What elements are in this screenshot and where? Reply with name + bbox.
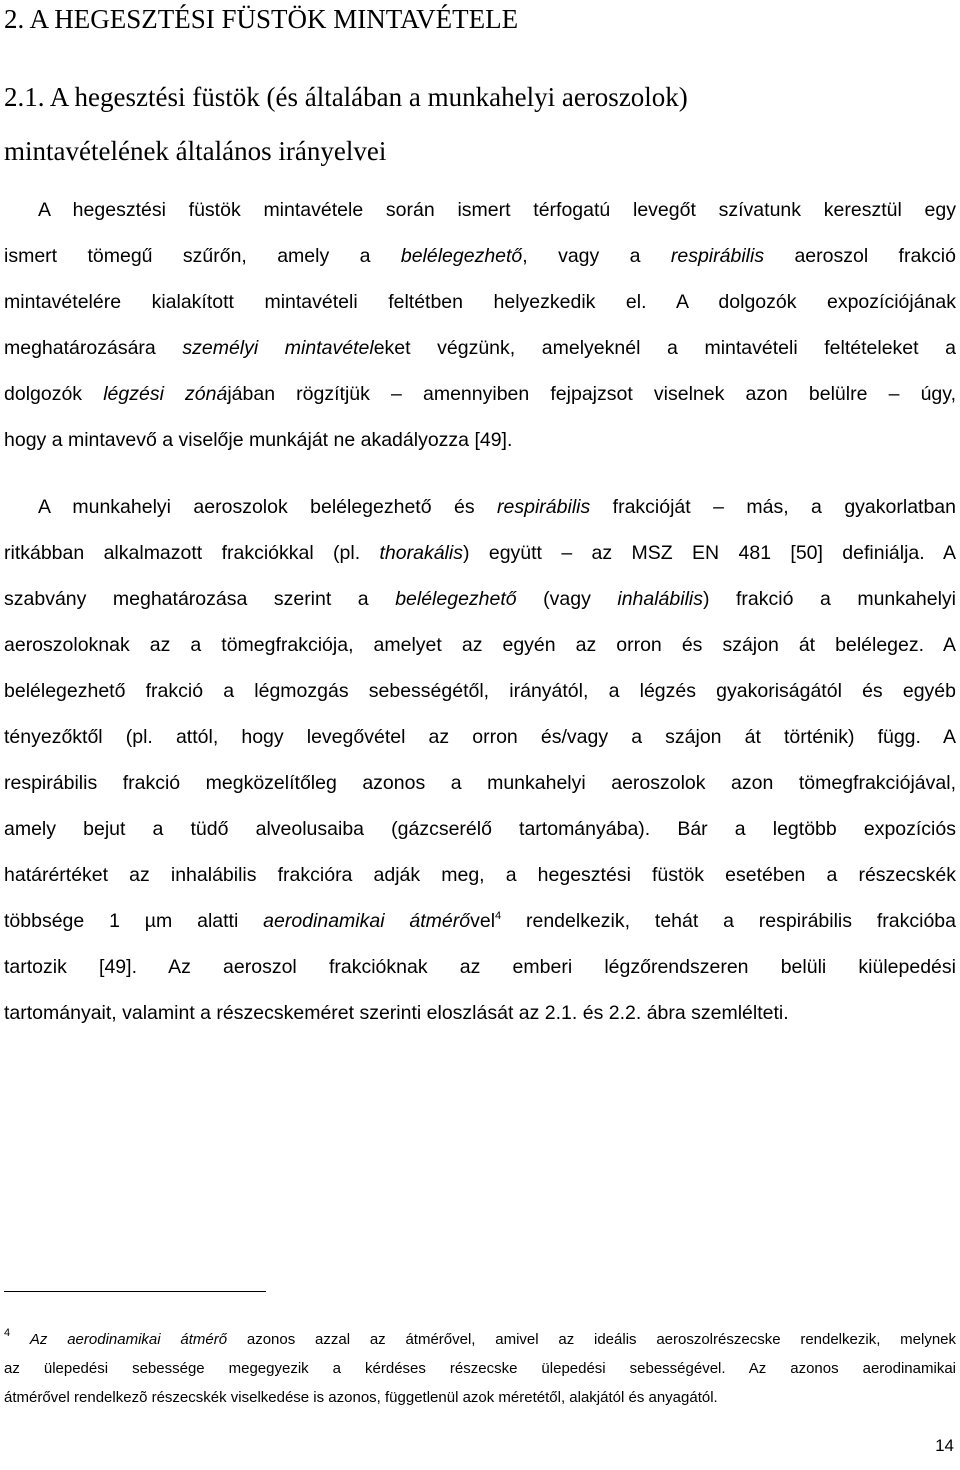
- text-run: hogy a mintavevő a viselője munkáját ne akadályozza [49].: [4, 429, 513, 451]
- footnote-line: [4, 1383, 956, 1412]
- paragraph-line: [4, 371, 956, 417]
- text-run: meghatározására: [4, 337, 183, 359]
- paragraph-line: [4, 325, 956, 371]
- paragraph-line: [4, 417, 956, 463]
- text-run: tartományait, valamint a részecskeméret szerinti eloszlását az 2.1. és 2.2. ábra szemlélteti.: [4, 1002, 789, 1024]
- text-run: dolgozók: [4, 383, 104, 405]
- text-run: A munkahelyi aeroszolok belélegezhető és: [38, 496, 498, 518]
- paragraph-line: [4, 852, 956, 898]
- text-run: frakcióját – más, a gyakorlatban: [590, 496, 956, 518]
- italic-term: személyi mintavétel: [182, 337, 374, 359]
- page-number: 14: [935, 1436, 954, 1455]
- footnote: [4, 1325, 956, 1412]
- paragraph-line: [4, 187, 956, 233]
- text-run: tartozik [49]. Az aeroszol frakcióknak az emberi légzőrendszeren belüli kiülepedési: [4, 956, 956, 978]
- text-run: [10, 1331, 30, 1348]
- section-heading: 2. A HEGESZTÉSI FÜSTÖK MINTAVÉTELE: [4, 4, 519, 34]
- italic-term: aerodinamikai átmérő: [263, 910, 471, 932]
- paragraph-line: [4, 576, 956, 622]
- text-run: respirábilis frakció megközelítőleg azonos a munkahelyi aeroszolok azon tömegfrakciójával,: [4, 772, 956, 794]
- subsection-heading-line1: 2.1. A hegesztési füstök (és általában a munkahelyi aeroszolok): [4, 82, 688, 112]
- text-run: jában rögzítjük – amennyiben fejpajzsot viselnek azon belülre – úgy,: [227, 383, 956, 405]
- paragraph-line: [4, 233, 956, 279]
- paragraph-aerosol-fractions: [4, 484, 956, 1036]
- text-run: eket végzünk, amelyeknél a mintavételi feltételeket a: [373, 337, 956, 359]
- text-run: , vagy a: [522, 245, 671, 267]
- text-run: mintavételére kialakított mintavételi feltétben helyezkedik el. A dolgozók expozíciójának: [4, 291, 956, 313]
- italic-term: légzési zóná: [103, 383, 228, 405]
- italic-term: thorakális: [379, 542, 463, 564]
- text-run: tényezőktől (pl. attól, hogy levegővétel az orron és/vagy a szájon át történik) függ. A: [4, 726, 956, 748]
- text-run: ritkábban alkalmazott frakciókkal (pl.: [4, 542, 380, 564]
- footnote-separator: [4, 1291, 266, 1292]
- footnote-reference[interactable]: 4: [495, 910, 502, 922]
- text-run: (vagy: [516, 588, 618, 610]
- paragraph-line: [4, 944, 956, 990]
- text-run: többsége 1 µm alatti: [4, 910, 264, 932]
- text-run: szabvány meghatározása szerint a: [4, 588, 396, 610]
- text-run: átmérővel rendelkezõ részecskék viselkedése is azonos, függetlenül azok méretétől, alakjától és anyagától.: [4, 1389, 718, 1406]
- paragraph-line: [4, 760, 956, 806]
- subsection-heading-line2: mintavételének általános irányelvei: [4, 136, 387, 166]
- italic-term: belélegezhető: [400, 245, 523, 267]
- paragraph-line: [4, 806, 956, 852]
- paragraph-line: [4, 484, 956, 530]
- text-run: aeroszoloknak az a tömegfrakciója, amelyet az egyén az orron és szájon át belélegez. A: [4, 634, 956, 656]
- text-run: vel: [470, 910, 496, 932]
- paragraph-line: [4, 714, 956, 760]
- text-run: belélegezhető frakció a légmozgás sebességétől, irányától, a légzés gyakoriságától és egyéb: [4, 680, 956, 702]
- text-run: aeroszol frakció: [764, 245, 956, 267]
- text-run: határértéket az inhalábilis frakcióra adják meg, a hegesztési füstök esetében a részecskék: [4, 864, 956, 886]
- italic-term: respirábilis: [670, 245, 765, 267]
- text-run: rendelkezik, tehát a respirábilis frakcióba: [501, 910, 956, 932]
- paragraph-line: [4, 622, 956, 668]
- text-run: ismert tömegű szűrőn, amely a: [4, 245, 401, 267]
- italic-term: respirábilis: [497, 496, 591, 518]
- text-run: ) frakció a munkahelyi: [703, 588, 956, 610]
- italic-term: Az aerodinamikai átmérő: [29, 1331, 228, 1348]
- text-run: azonos azzal az átmérővel, amivel az ideális aeroszolrészecske rendelkezik, melynek: [227, 1331, 956, 1348]
- italic-term: inhalábilis: [617, 588, 703, 610]
- paragraph-sampling-principles: [4, 187, 956, 463]
- italic-term: belélegezhető: [395, 588, 517, 610]
- text-run: az ülepedési sebessége megegyezik a kérdéses részecske ülepedési sebességével. Az azonos aerodinamikai: [4, 1360, 956, 1377]
- text-run: ) együtt – az MSZ EN 481 [50] definiálja. A: [462, 542, 956, 564]
- paragraph-line: [4, 279, 956, 325]
- paragraph-line: [4, 668, 956, 714]
- paragraph-line: [4, 898, 956, 944]
- footnote-line: [4, 1354, 956, 1383]
- text-run: amely bejut a tüdő alveolusaiba (gázcserélő tartományába). Bár a legtöbb expozíciós: [4, 818, 956, 840]
- subsection-heading: [4, 70, 688, 178]
- footnote-marker: 4: [4, 1327, 11, 1339]
- paragraph-line: [4, 990, 956, 1036]
- footnote-line: [4, 1325, 956, 1354]
- paragraph-line: [4, 530, 956, 576]
- text-run: A hegesztési füstök mintavétele során ismert térfogatú levegőt szívatunk keresztül egy: [38, 199, 956, 221]
